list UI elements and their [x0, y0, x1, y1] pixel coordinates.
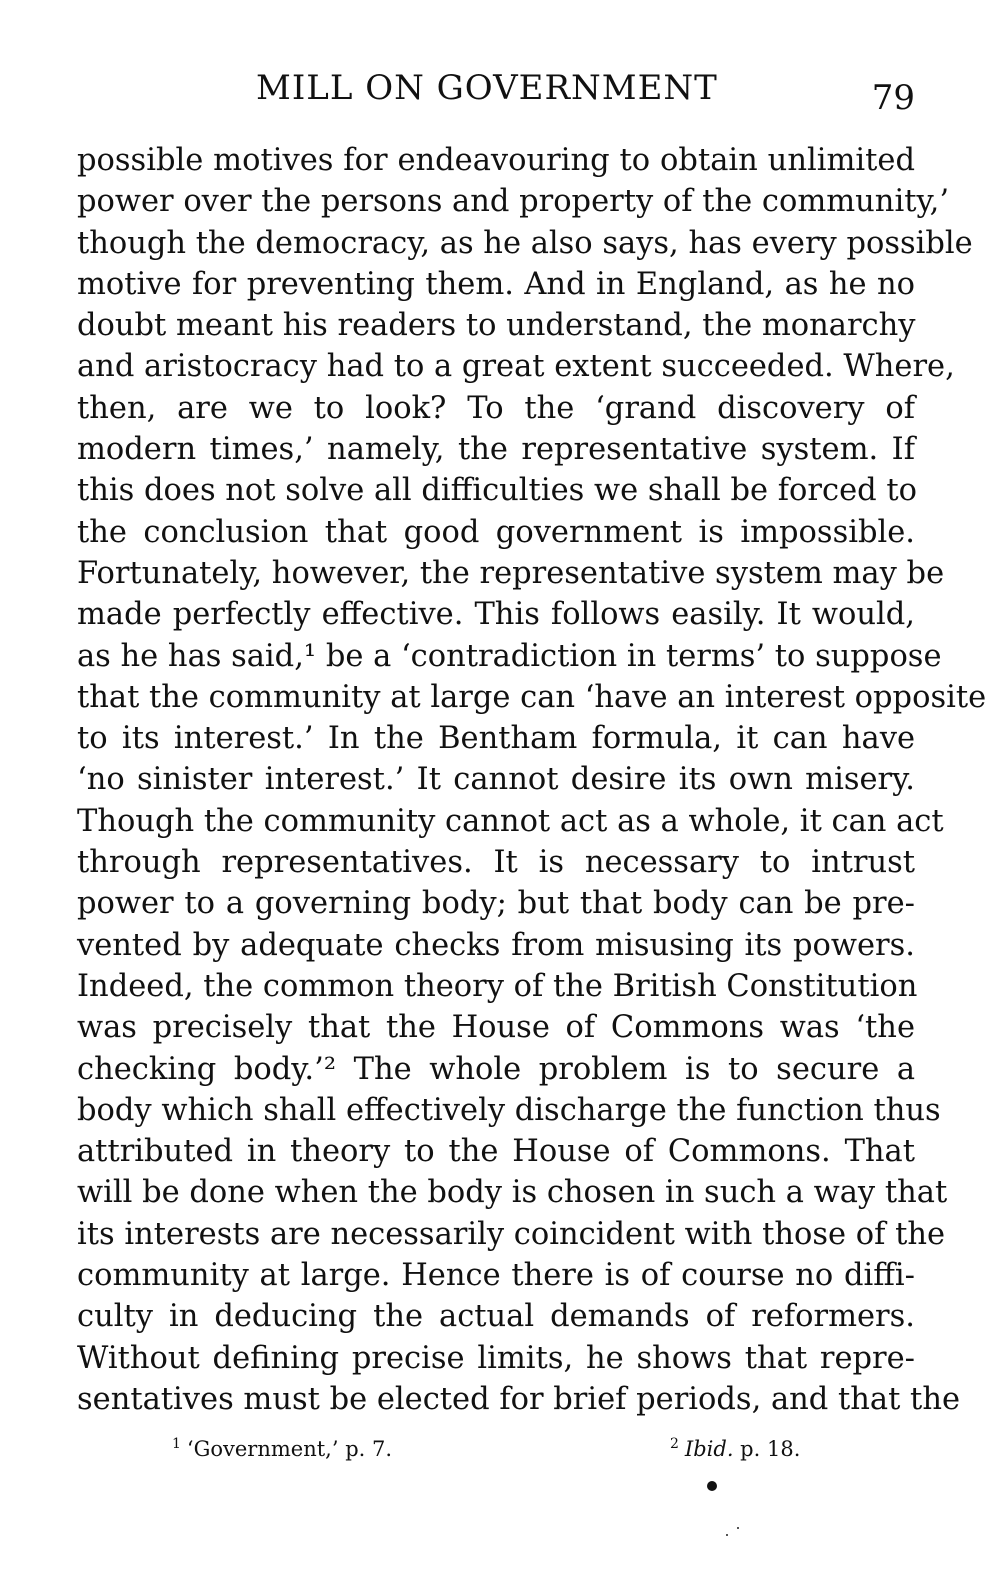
text-line: its interests are necessarily coincident with those of the	[77, 1216, 946, 1252]
text-line: culty in deducing the actual demands of reformers.	[77, 1299, 915, 1335]
text-line: this does not solve all difficulties we shall be forced to	[77, 473, 917, 509]
text-line: attributed in theory to the House of Commons. That	[77, 1134, 915, 1170]
text-line: and aristocracy had to a great extent succeeded. Where,	[77, 349, 955, 385]
text-line: that the community at large can ‘have an interest opposite	[77, 679, 987, 715]
text-line: Though the community cannot act as a whole, it can act	[77, 803, 944, 839]
text-line: Indeed, the common theory of the British Constitution	[77, 968, 918, 1004]
footnote-2-text: p. 18.	[733, 1437, 801, 1461]
ink-speck	[726, 1534, 728, 1536]
body-text	[77, 140, 987, 1420]
footnote-2-ibid: Ibid.	[684, 1437, 734, 1461]
text-line: power to a governing body; but that body can be pre-	[77, 886, 915, 922]
text-line: Fortunately, however, the representative system may be	[77, 555, 945, 591]
footnote-1-marker: 1	[172, 1436, 181, 1452]
text-line: body which shall effectively discharge the function thus	[77, 1092, 941, 1128]
text-line: community at large. Hence there is of course no diffi-	[77, 1258, 915, 1294]
text-line: was precisely that the House of Commons was ‘the	[77, 1010, 915, 1046]
text-line: modern times,’ namely, the representative system. If	[77, 432, 915, 468]
text-line: motive for preventing them. And in England, as he no	[77, 266, 915, 302]
text-line: though the democracy, as he also says, has every possible	[77, 225, 973, 261]
ink-dot	[707, 1481, 717, 1491]
text-line: possible motives for endeavouring to obtain unlimited	[77, 143, 915, 178]
text-line: the conclusion that good government is impossible.	[77, 514, 915, 550]
text-line: to its interest.’ In the Bentham formula, it can have	[77, 721, 915, 757]
text-line: Without defining precise limits, he shows that repre-	[77, 1340, 915, 1376]
text-line: power over the persons and property of the community,’	[77, 184, 950, 220]
text-line: will be done when the body is chosen in such a way that	[77, 1175, 948, 1211]
text-line: then, are we to look? To the ‘grand discovery of	[77, 390, 915, 426]
ink-speck	[737, 1527, 739, 1529]
text-line: sentatives must be elected for brief periods, and that the	[77, 1381, 961, 1417]
footnote-2	[670, 1436, 800, 1461]
text-line: through representatives. It is necessary to intrust	[77, 845, 915, 881]
text-line: doubt meant his readers to understand, the monarchy	[77, 308, 916, 344]
footnote-2-marker: 2	[670, 1436, 679, 1452]
footnote-1	[172, 1436, 392, 1461]
text-line: made perfectly effective. This follows easily. It would,	[77, 597, 915, 633]
text-line: checking body.’² The whole problem is to secure a	[77, 1051, 915, 1087]
text-line: vented by adequate checks from misusing its powers.	[77, 927, 915, 963]
page-number: 79	[871, 78, 915, 118]
text-line: ‘no sinister interest.’ It cannot desire its own misery.	[77, 762, 915, 798]
running-head	[0, 68, 1000, 118]
text-line: as he has said,¹ be a ‘contradiction in terms’ to suppose	[77, 638, 942, 674]
footnotes	[0, 1436, 1000, 1476]
running-title: MILL ON GOVERNMENT	[256, 68, 718, 108]
footnote-1-text: ‘Government,’ p. 7.	[186, 1437, 393, 1461]
